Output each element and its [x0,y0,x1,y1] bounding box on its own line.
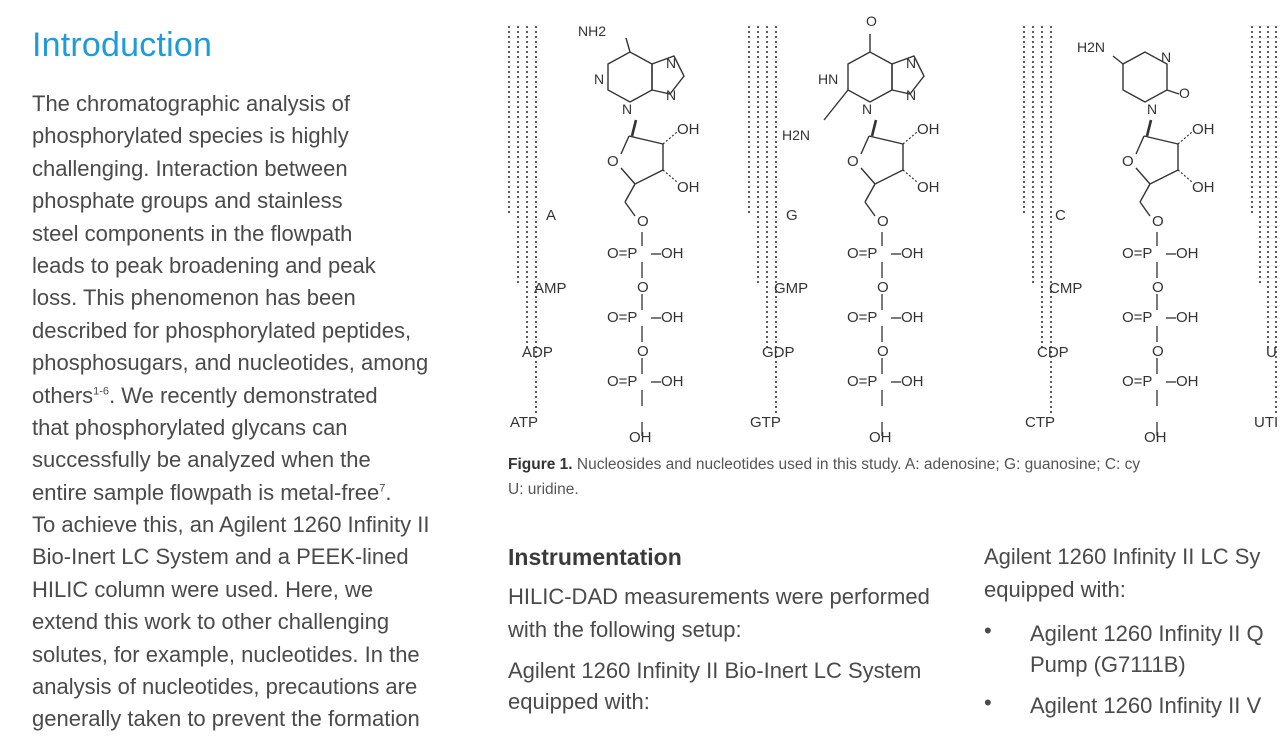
caption-line [508,452,1278,477]
ladder-label: G [786,207,798,224]
amine-label: NH2 [578,23,607,39]
intro-line [32,380,482,412]
intro-line-text: . [385,479,392,505]
intro-line: phosphorylated species is highly [32,123,349,149]
bullet-text: Agilent 1260 Infinity II Q Pump (G7111B) [1030,621,1264,677]
nucleotide-structures-figure [500,13,1280,446]
ladder-label: CDP [1037,344,1069,361]
ladder-label: AMP [534,280,567,297]
bridge-oxygen-label: O [637,213,649,230]
bridge-oxygen-label: O [877,213,889,230]
ladder-label: GTP [750,414,781,431]
caption-text: Nucleosides and nucleotides used in this study. A: adenosine; G: guanosine; C: cy [572,456,1141,473]
ladder-label: A [546,207,557,224]
bridge-oxygen-label: O [1152,213,1164,230]
intro-line: To achieve this, an Agilent 1260 Infinity II [32,512,430,538]
intro-line: Bio-Inert LC System and a PEEK-lined [32,544,409,570]
structure-c [1024,26,1215,446]
instrumentation-paragraph: HILIC-DAD measurements were performed with the following setup: [508,584,930,642]
terminal-hydroxyl-label: OH [869,429,892,446]
ring-n-label: N [862,101,873,117]
bridge-oxygen-label: O [877,343,889,360]
nucleobase [578,23,684,117]
lc-system-intro [984,540,1284,606]
reference-superscript: 1-6 [93,385,110,398]
intro-line: The chromatographic analysis of [32,91,350,116]
ladder-label: UTI [1254,414,1279,431]
ring-n-label: N [906,87,917,103]
ladder-label: ATP [510,414,539,431]
ring-oxygen-label: O [607,153,619,170]
bridge-oxygen-label: O [1152,343,1164,360]
phosphate-hydroxyl-label: OH [901,309,924,326]
ribose-phosphate-chain [847,121,940,446]
intro-paragraph [32,88,482,736]
figure-caption [508,452,1278,502]
terminal-hydroxyl-label: OH [629,429,652,446]
ribose-phosphate-chain [607,121,700,446]
carbonyl-bond [1167,90,1179,94]
glycosidic-bond [632,120,636,136]
glycosidic-bond [872,120,876,136]
ring-n-label: N [906,55,917,71]
ladder-label: ADP [522,344,553,361]
phosphate-hydroxyl-label: OH [901,373,924,390]
ladder-label: GDP [762,344,795,361]
intro-line-text: others [32,382,94,408]
ribose-phosphate-chain [1122,121,1215,446]
intro-line: phosphosugars, and nucleotides, among [32,350,429,376]
phosphate-label: O=P [847,245,878,262]
ring-n-label: N [666,55,677,71]
bridge-oxygen-label: O [877,279,889,296]
intro-line: successfully be analyzed when the [32,447,371,473]
phosphate-hydroxyl-label: OH [901,245,924,262]
bridge-oxygen-label: O [637,343,649,360]
phosphate-label: O=P [1122,309,1153,326]
bullet-marker: • [984,618,992,643]
ladder-label: C [1055,207,1066,224]
amine-bond [824,90,848,120]
intro-line: described for phosphorylated peptides, [32,317,412,343]
phosphate-label: O=P [1122,373,1153,390]
structure-a [509,23,700,446]
glycosidic-bond [1147,120,1151,136]
amine-bond [1113,56,1123,64]
intro-heading: Introduction [32,26,213,64]
ring-n-label: N [594,71,605,87]
ribose-skeleton [861,132,917,436]
bridge-oxygen-label: O [637,279,649,296]
carbonyl-label: O [866,13,877,29]
intro-line: that phosphorylated glycans can [32,414,348,440]
ring-oxygen-label: O [847,153,859,170]
ring-oxygen-label: O [1122,153,1134,170]
ring-n-label: N [1147,101,1158,117]
base-ring [848,52,892,102]
hn-label: HN [818,71,839,87]
lc-system-intro-line: Agilent 1260 Infinity II LC Sy [984,544,1261,569]
hydroxyl-label: OH [917,121,940,138]
lc-system-intro-line: equipped with: [984,577,1126,602]
reference-superscript: 7 [379,482,386,495]
ring-n-label: N [1161,49,1172,65]
caption-line: U: uridine. [508,481,579,498]
hydroxyl-label: OH [1192,121,1215,138]
phosphate-label: O=P [847,309,878,326]
ring-n-label: N [666,87,677,103]
bullet-marker: • [984,690,992,715]
instrumentation-heading: Instrumentation [508,544,682,570]
ring-n-label: N [622,101,633,117]
phosphate-hydroxyl-label: OH [1176,245,1199,262]
caption-label: Figure 1. [508,456,573,473]
intro-line: steel components in the flowpath [32,220,353,246]
phosphate-label: O=P [847,373,878,390]
intro-line: analysis of nucleotides, precautions are [32,674,418,700]
intro-line: loss. This phenomenon has been [32,285,356,311]
intro-line-text: entire sample flowpath is metal-free [32,479,380,505]
ladder-label: U [1266,344,1277,361]
carbonyl-label: O [1179,85,1190,101]
intro-line: phosphate groups and stainless [32,188,343,214]
hydroxyl-label: OH [677,179,700,196]
chemical-structures [500,13,1280,446]
intro-line-text: . We recently demonstrated [109,382,378,408]
amine-bond [626,38,630,52]
phosphate-label: O=P [1122,245,1153,262]
intro-line: HILIC column were used. Here, we [32,576,374,602]
intro-line: generally taken to prevent the formation [32,706,420,732]
instrumentation-paragraph: Agilent 1260 Infinity II Bio-Inert LC System equipped with: [508,658,922,714]
ribose-skeleton [621,132,677,436]
phosphate-hydroxyl-label: OH [661,373,684,390]
amine-label: H2N [782,127,811,143]
nucleobase [782,13,924,143]
structure-g [749,13,940,446]
phosphate-label: O=P [607,245,638,262]
phosphate-label: O=P [607,373,638,390]
hydroxyl-label: OH [677,121,700,138]
hydroxyl-label: OH [917,179,940,196]
ladder-label: CMP [1049,280,1083,297]
phosphate-hydroxyl-label: OH [1176,309,1199,326]
phosphate-label: O=P [607,309,638,326]
structure-u-partial [1252,26,1278,431]
phosphate-hydroxyl-label: OH [661,245,684,262]
nucleobase [1077,39,1190,117]
phosphate-hydroxyl-label: OH [661,309,684,326]
intro-line: solutes, for example, nucleotides. In the [32,641,420,667]
ladder-label: GMP [774,280,809,297]
base-ring [608,52,652,102]
intro-line [32,477,482,509]
right-column [984,540,1284,718]
phosphate-hydroxyl-label: OH [1176,373,1199,390]
amine-label: H2N [1077,39,1106,55]
hydroxyl-label: OH [1192,179,1215,196]
bridge-oxygen-label: O [1152,279,1164,296]
bullet-text: Agilent 1260 Infinity II V [1030,693,1262,718]
ribose-skeleton [1136,132,1192,436]
intro-line: leads to peak broadening and peak [32,252,376,278]
terminal-hydroxyl-label: OH [1144,429,1167,446]
intro-line: extend this work to other challenging [32,609,390,635]
intro-line: challenging. Interaction between [32,155,348,181]
ladder-label: CTP [1025,414,1055,431]
